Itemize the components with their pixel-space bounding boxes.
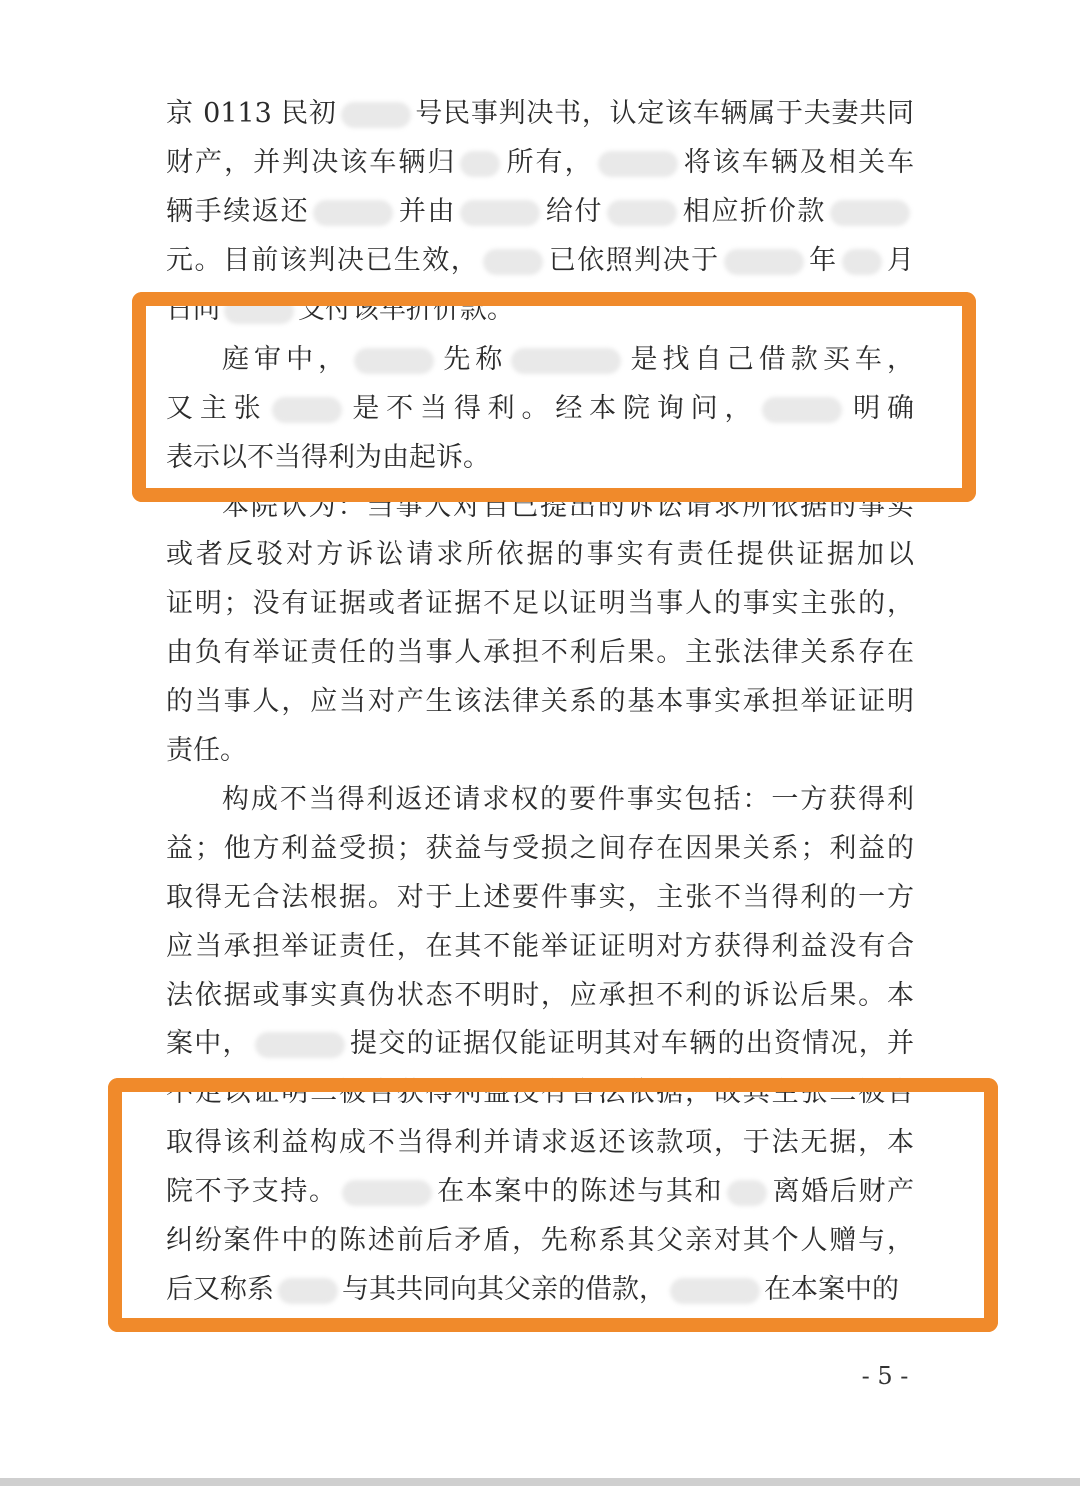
text-fragment: 取得该利益构成不当得利并请求返还该款项，于法无据，本	[166, 1127, 914, 1158]
text-fragment: 是找自己借款买车，	[625, 344, 914, 375]
text-fragment: 又主张	[166, 393, 268, 424]
text-fragment: 号民事判决书，认定该车辆属于夫妻共同	[414, 98, 914, 129]
redaction-blur	[724, 249, 804, 275]
text-line	[166, 1118, 914, 1167]
redaction-blur	[483, 249, 543, 275]
text-fragment: 与其共同向其父亲的借款，	[342, 1274, 666, 1305]
text-line	[166, 1265, 914, 1314]
text-line	[166, 922, 914, 971]
text-line	[166, 89, 914, 138]
text-fragment: 应当承担举证责任，在其不能举证证明对方获得利益没有合	[166, 931, 914, 962]
redaction-blur	[670, 1278, 760, 1304]
text-line	[166, 1068, 914, 1117]
text-fragment: 不足以证明二被告获得利益没有合法依据，故其主张二被告	[166, 1077, 914, 1108]
text-fragment: 京 0113 民初	[166, 98, 337, 129]
redaction-blur	[598, 151, 678, 177]
redaction-blur	[511, 348, 621, 374]
text-line	[166, 236, 914, 285]
redaction-blur	[762, 397, 842, 423]
text-line	[166, 971, 914, 1020]
text-fragment: 证明；没有证据或者证据不足以证明当事人的事实主张的，	[166, 588, 914, 619]
text-fragment: 在本案中的陈述与其和	[435, 1176, 724, 1207]
text-fragment: 在本案中的	[764, 1274, 899, 1305]
text-line	[166, 433, 914, 482]
text-fragment: 法依据或事实真伪状态不明时，应承担不利的诉讼后果。本	[166, 980, 914, 1011]
text-fragment: 提交的证据仅能证明其对车辆的出资情况，并	[348, 1028, 914, 1059]
text-fragment: 明确	[846, 393, 914, 424]
text-fragment: 后又称系	[166, 1274, 274, 1305]
redaction-blur	[460, 151, 500, 177]
text-line	[166, 138, 914, 187]
text-line	[166, 579, 914, 628]
text-fragment: 财产，并判决该车辆归	[166, 147, 457, 178]
bottom-edge	[0, 1478, 1080, 1486]
text-fragment: 相应折价款	[681, 196, 827, 227]
text-line	[166, 677, 914, 726]
text-fragment: 取得无合法根据。对于上述要件事实，主张不当得利的一方	[166, 882, 914, 913]
text-fragment: 纠纷案件中的陈述前后矛盾，先称系其父亲对其个人赠与，	[166, 1225, 914, 1256]
text-fragment: 的当事人，应当对产生该法律关系的基本事实承担举证证明	[166, 686, 914, 717]
text-line	[166, 726, 914, 775]
text-fragment: 构成不当得利返还请求权的要件事实包括：一方获得利	[222, 784, 914, 815]
text-fragment: 先称	[438, 344, 508, 375]
text-line	[166, 187, 914, 236]
redaction-blur	[342, 1180, 432, 1206]
text-line	[166, 1019, 914, 1068]
text-line	[166, 530, 914, 579]
redaction-blur	[607, 200, 677, 226]
text-fragment: 是不当得利。经本院询问，	[345, 393, 759, 424]
text-fragment: 所有，	[504, 147, 594, 178]
text-line	[166, 482, 914, 531]
text-fragment: 本院认为：当事人对自己提出的诉讼请求所依据的事实	[222, 491, 914, 522]
redaction-blur	[460, 200, 540, 226]
text-fragment: 元。目前该判决已生效，	[166, 245, 480, 276]
text-fragment: 益；他方利益受损；获益与受损之间存在因果关系；利益的	[166, 833, 914, 864]
text-line	[166, 335, 914, 384]
text-fragment: 或者反驳对方诉讼请求所依据的事实有责任提供证据加以	[166, 539, 914, 570]
text-fragment: 由负有举证责任的当事人承担不利后果。主张法律关系存在	[166, 637, 914, 668]
text-fragment: 院不予支持。	[166, 1176, 338, 1207]
text-fragment: 离婚后财产	[771, 1176, 914, 1207]
text-line	[166, 824, 914, 873]
text-fragment: 月	[885, 245, 914, 276]
redaction-blur	[341, 102, 411, 128]
text-fragment: 并由	[397, 196, 457, 227]
redaction-blur	[842, 249, 882, 275]
text-line	[166, 285, 914, 334]
redaction-blur	[354, 348, 434, 374]
text-fragment: 辆手续返还	[166, 196, 310, 227]
redaction-blur	[224, 298, 294, 324]
text-fragment: 日向	[166, 294, 220, 325]
text-line	[166, 628, 914, 677]
redaction-blur	[272, 397, 342, 423]
text-fragment: 支付该车折价款。	[298, 294, 514, 325]
text-line	[166, 384, 914, 433]
text-fragment: 案中，	[166, 1028, 251, 1059]
redaction-blur	[255, 1032, 345, 1058]
text-fragment: 给付	[544, 196, 604, 227]
text-line	[166, 775, 914, 824]
text-fragment: 已依照判决于	[547, 245, 720, 276]
redaction-blur	[830, 200, 910, 226]
text-fragment: 庭审中，	[222, 344, 351, 375]
text-fragment: 责任。	[166, 735, 247, 766]
text-line	[166, 1216, 914, 1265]
text-line	[166, 1167, 914, 1216]
redaction-blur	[727, 1180, 767, 1206]
redaction-blur	[278, 1278, 338, 1304]
text-fragment: 表示以不当得利为由起诉。	[166, 442, 490, 473]
page-number: - 5 -	[861, 1362, 909, 1390]
text-line	[166, 873, 914, 922]
text-fragment: 将该车辆及相关车	[681, 147, 914, 178]
text-fragment: 年	[807, 245, 838, 276]
redaction-blur	[313, 200, 393, 226]
